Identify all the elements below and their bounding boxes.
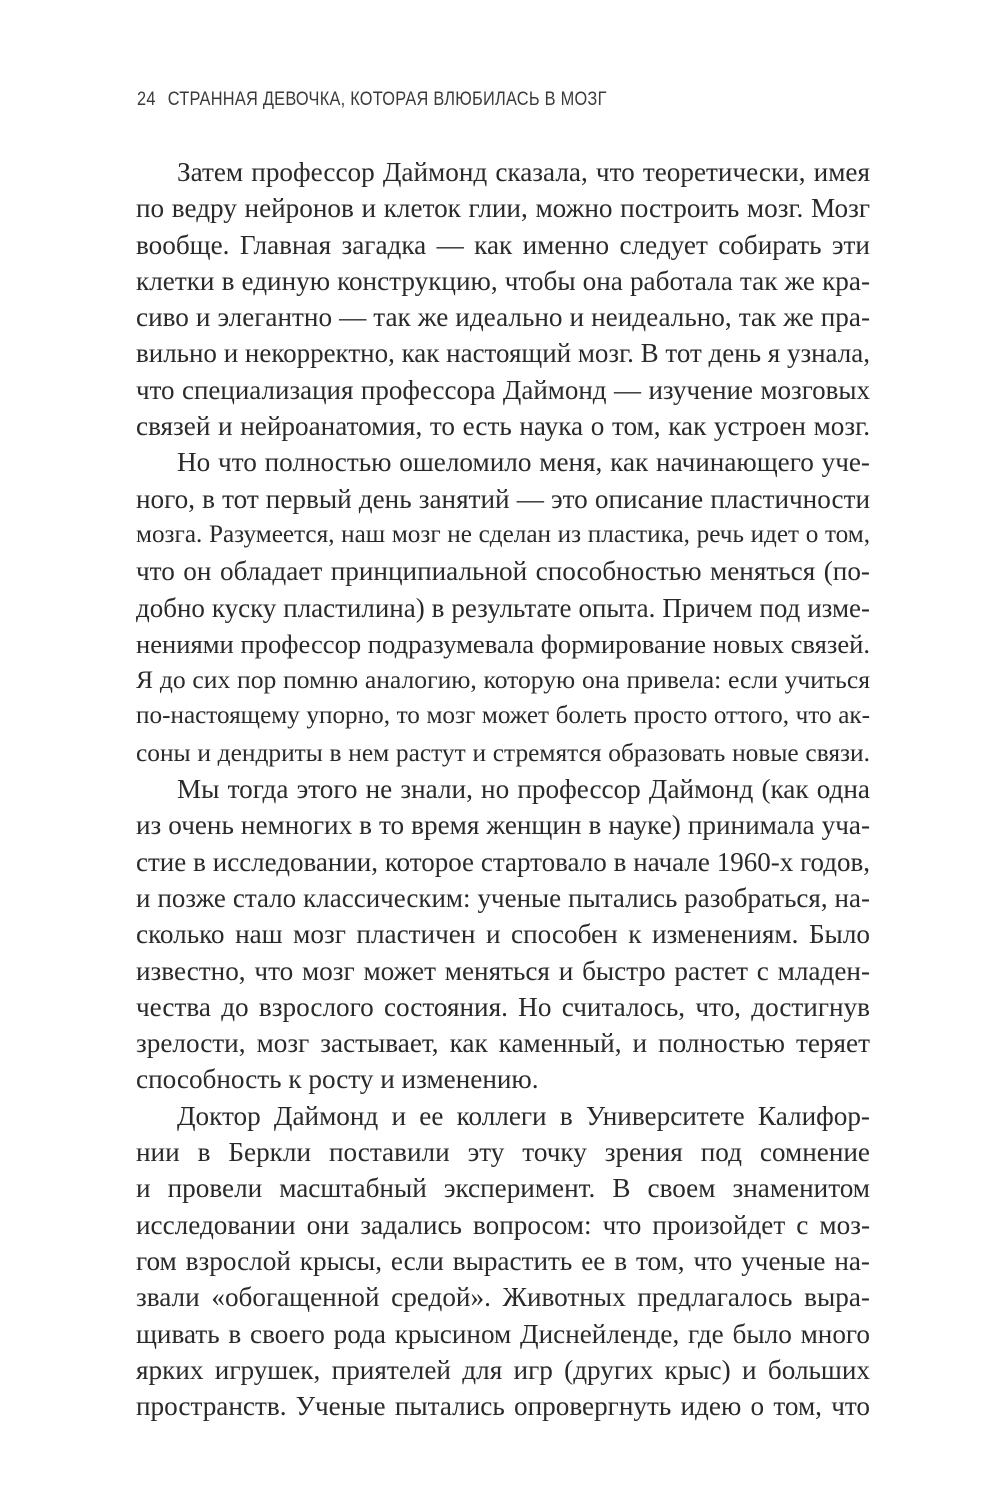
paragraph-2	[136, 444, 870, 771]
body-text	[136, 154, 870, 1424]
text-line: и позже стало классическим: ученые пытались разобраться, на-	[136, 882, 870, 913]
text-line: Доктор Даймонд и ее коллеги в Университете Калифор-	[177, 1100, 870, 1131]
text-line: по-настоящему упорно, то мозг может болеть просто оттого, что ак-	[136, 702, 870, 730]
text-line: сиво и элегантно — так же идеально и неидеально, так же пра-	[136, 302, 870, 333]
paragraph-4	[136, 1098, 870, 1425]
text-line: мозга. Разумеется, наш мозг не сделан из пластика, речь идет о том,	[136, 520, 870, 548]
text-line: чества до взрослого состояния. Но считалось, что, достигнув	[136, 991, 870, 1022]
text-line: и провели масштабный эксперимент. В своем знаменитом	[136, 1173, 870, 1204]
text-line: щивать в своего рода крысином Диснейленде, где было много	[136, 1318, 870, 1349]
text-line: Но что полностью ошеломило меня, как начинающего уче-	[177, 447, 870, 478]
text-line: соны и дендриты в нем растут и стремятся образовать новые связи.	[136, 738, 870, 767]
text-line: нии в Беркли поставили эту точку зрения под сомнение	[136, 1137, 870, 1168]
text-line: Я до сих пор помню аналогию, которую она привела: если учиться	[136, 665, 870, 695]
text-line: пространств. Ученые пытались опровергнуть идею о том, что	[136, 1391, 870, 1422]
running-title: СТРАННАЯ ДЕВОЧКА, КОТОРАЯ ВЛЮБИЛАСЬ В МОЗГ	[167, 89, 607, 110]
page-number: 24	[137, 89, 156, 110]
text-line: известно, что мозг может меняться и быстро растет с младен-	[136, 955, 870, 986]
text-line: что он обладает принципиальной способностью меняться (по-	[136, 556, 870, 587]
text-line: связей и нейроанатомия, то есть наука о том, как устроен мозг.	[136, 411, 870, 442]
text-line: ного, в тот первый день занятий — это описание пластичности	[136, 483, 870, 514]
text-line: гом взрослой крысы, если вырастить ее в том, что ученые на-	[136, 1245, 870, 1276]
text-line: Затем профессор Даймонд сказала, что теоретически, имея	[177, 157, 870, 187]
text-line: стие в исследовании, которое стартовало в начале 1960-х годов,	[136, 846, 870, 877]
text-line: звали «обогащенной средой». Животных предлагалось выра-	[136, 1282, 870, 1313]
text-line: зрелости, мозг застывает, как каменный, и полностью теряет	[136, 1028, 870, 1059]
text-line: из очень немногих в то время женщин в науке) принимала уча-	[136, 810, 870, 841]
text-line: клетки в единую конструкцию, чтобы она работала так же кра-	[136, 265, 870, 296]
paragraph-1	[136, 154, 870, 444]
text-line: добно куску пластилина) в результате опыта. Причем под изме-	[136, 592, 870, 623]
paragraph-3	[136, 771, 870, 1098]
text-line: нениями профессор подразумевала формирование новых связей.	[136, 628, 870, 659]
text-line: вильно и некорректно, как настоящий мозг. В тот день я узнала,	[136, 338, 870, 369]
text-line: что специализация профессора Даймонд — изучение мозговых	[136, 374, 870, 405]
text-line: Мы тогда этого не знали, но профессор Даймонд (как одна	[177, 774, 870, 805]
text-line: исследовании они задались вопросом: что произойдет с моз-	[136, 1209, 870, 1240]
text-line: ярких игрушек, приятелей для игр (других крыс) и больших	[136, 1354, 870, 1385]
running-head	[137, 89, 607, 115]
text-line: по ведру нейронов и клеток глии, можно построить мозг. Мозг	[136, 193, 870, 224]
text-line: способность к росту и изменению.	[136, 1064, 539, 1095]
text-line: вообще. Главная загадка — как именно следует собирать эти	[136, 229, 870, 260]
text-line: сколько наш мозг пластичен и способен к изменениям. Было	[136, 919, 870, 950]
